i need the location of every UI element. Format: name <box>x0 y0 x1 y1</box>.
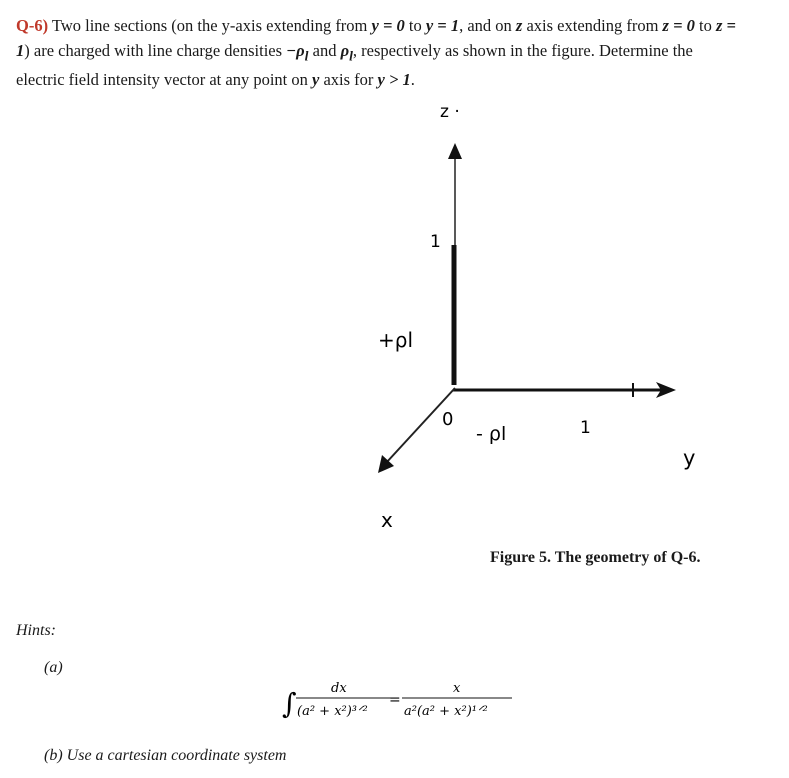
z-tick-label: 1 <box>430 232 441 252</box>
equation: z = 0 <box>662 16 695 35</box>
question-label: Q-6) <box>16 16 49 35</box>
problem-text: Two line sections (on the y-axis extending from <box>48 16 372 35</box>
problem-text: axis extending from <box>522 16 663 35</box>
problem-text: ) are charged with line charge densities <box>24 40 287 60</box>
y-axis-label: y <box>683 446 696 470</box>
y-tick-label: 1 <box>580 418 591 438</box>
formula-numerator-left: dx <box>331 681 347 696</box>
problem-text: and <box>308 40 341 60</box>
problem-text: , respectively as shown in the figure. Determine the electric field intensity vector at any point on <box>16 40 693 90</box>
charge-density: −ρ <box>286 40 305 60</box>
geometry-figure <box>290 95 710 545</box>
hints-title: Hints: <box>16 622 56 639</box>
subscript: l <box>304 47 309 63</box>
equation: y = 0 <box>371 16 405 35</box>
problem-text: axis for <box>319 70 378 90</box>
plus-charge-label: +ρl <box>378 328 414 352</box>
integral-formula <box>282 677 532 727</box>
equation: y = 1 <box>425 16 460 35</box>
origin-label: 0 <box>442 409 454 430</box>
z-axis-arrowhead <box>448 143 462 159</box>
z-axis-label: z · <box>440 102 460 122</box>
equation: z = 1 <box>16 16 736 60</box>
problem-text: , and on <box>459 16 516 35</box>
formula-denominator-right: a²(a² + x²)¹ᐟ² <box>404 704 488 719</box>
x-axis-label: x <box>381 508 393 532</box>
integral-sign: ∫ <box>282 687 297 720</box>
formula-denominator-left: (a² + x²)³ᐟ² <box>297 704 368 719</box>
condition: y > 1 <box>377 70 411 90</box>
problem-text: . <box>410 70 415 90</box>
formula-equals: = <box>389 692 401 708</box>
hint-b-text: (b) Use a cartesian coordinate system <box>44 747 287 764</box>
charge-density: ρ <box>340 40 350 60</box>
minus-charge-label: - ρl <box>476 423 507 445</box>
problem-text: to <box>694 16 716 35</box>
subscript: l <box>349 47 353 63</box>
hint-a-label: (a) <box>44 659 63 676</box>
formula-numerator-right: x <box>453 681 461 696</box>
variable: z <box>515 16 523 35</box>
figure-caption: Figure 5. The geometry of Q-6. <box>490 549 701 566</box>
variable: y <box>312 70 320 90</box>
problem-text: to <box>404 16 426 35</box>
problem-statement <box>16 14 736 93</box>
